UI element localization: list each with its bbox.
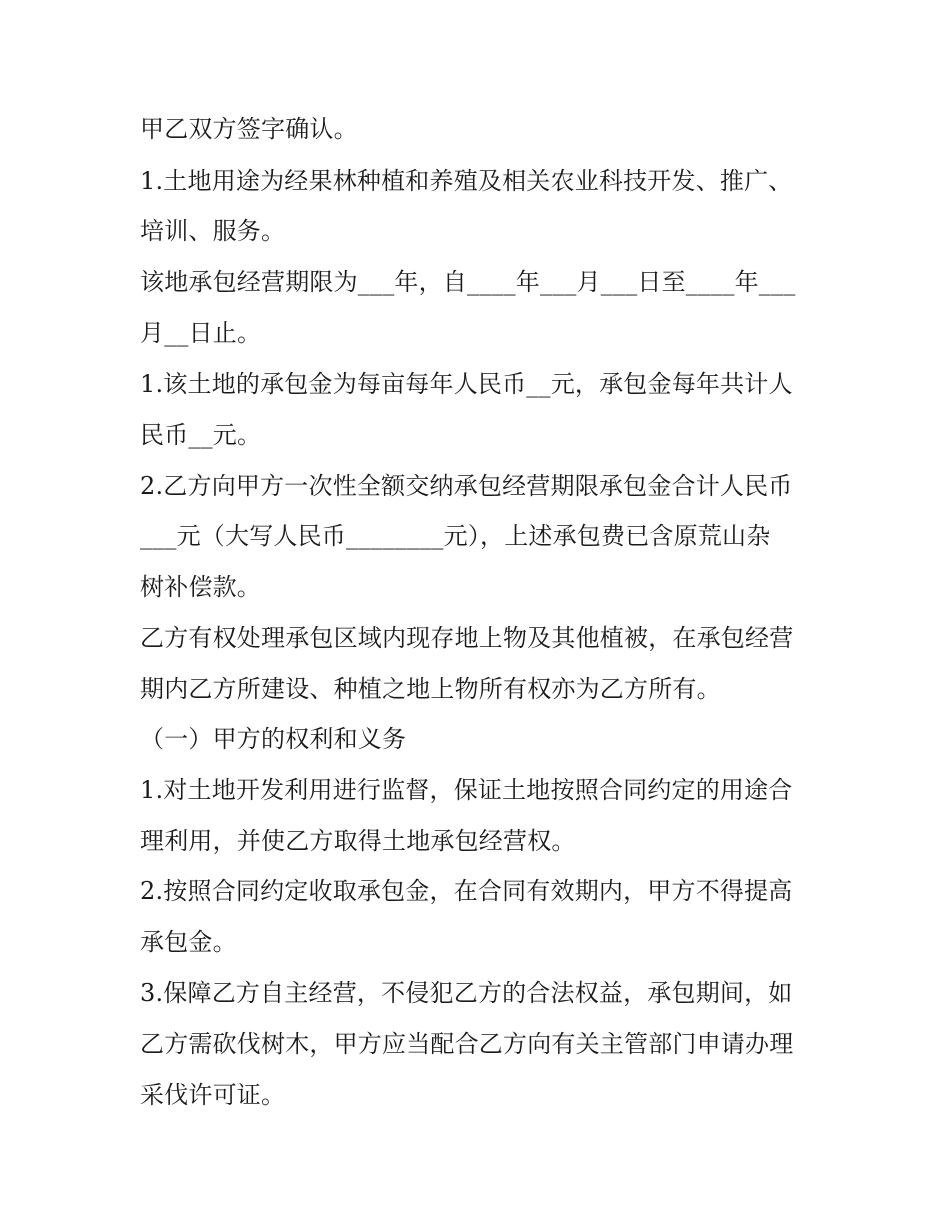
text-line: 1.对土地开发利用进行监督，保证土地按照合同约定的用途合 xyxy=(140,776,793,804)
text-line: 甲乙双方签字确认。 xyxy=(140,115,358,143)
text-line: 树补偿款。 xyxy=(140,573,261,601)
text-line: 培训、服务。 xyxy=(140,217,286,245)
text-line: 2.乙方向甲方一次性全额交纳承包经营期限承包金合计人民币 xyxy=(140,472,793,500)
text-line: 期内乙方所建设、种植之地上物所有权亦为乙方所有。 xyxy=(140,675,721,703)
text-line: 1.该土地的承包金为每亩每年人民币__元，承包金每年共计人 xyxy=(140,370,793,398)
text-line: 承包金。 xyxy=(140,928,237,956)
text-line: 3.保障乙方自主经营，不侵犯乙方的合法权益，承包期间，如 xyxy=(140,979,793,1007)
text-line: ___元（大写人民币________元），上述承包费已含原荒山杂 xyxy=(140,522,771,550)
text-line: 理利用，并使乙方取得土地承包经营权。 xyxy=(140,827,576,855)
text-line: 采伐许可证。 xyxy=(140,1081,286,1109)
text-line: 月__日止。 xyxy=(140,319,262,347)
text-line: 民币__元。 xyxy=(140,421,262,449)
text-line: 乙方有权处理承包区域内现存地上物及其他植被，在承包经营 xyxy=(140,624,794,652)
text-line: 乙方需砍伐树木，甲方应当配合乙方向有关主管部门申请办理 xyxy=(140,1030,794,1058)
text-line: 2.按照合同约定收取承包金，在合同有效期内，甲方不得提高 xyxy=(140,877,793,905)
section-heading: （一）甲方的权利和义务 xyxy=(140,725,407,753)
text-line: 1.土地用途为经果林种植和养殖及相关农业科技开发、推广、 xyxy=(140,167,793,195)
text-line: 该地承包经营期限为___年，自____年___月___日至____年___ xyxy=(140,268,796,296)
